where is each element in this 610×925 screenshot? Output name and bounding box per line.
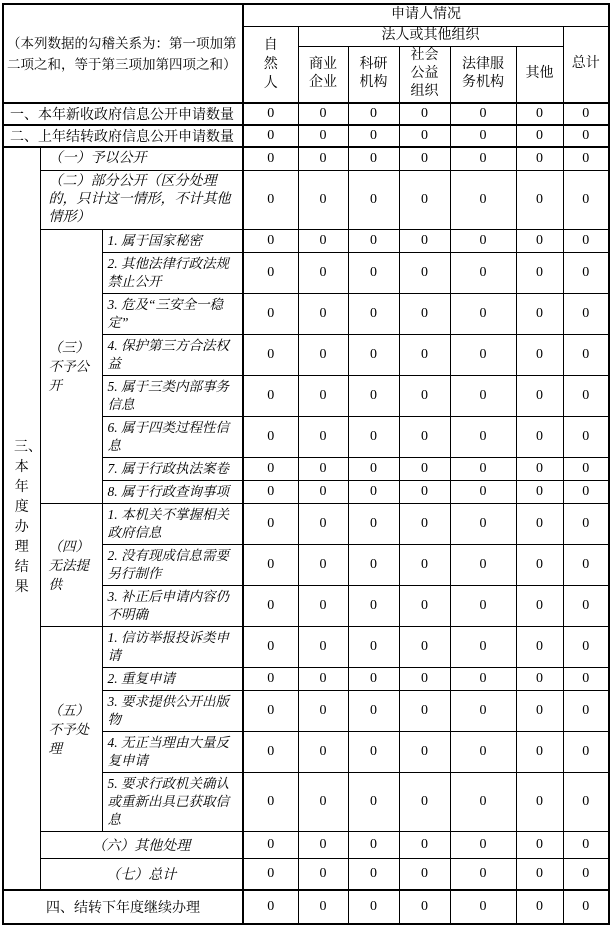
value-cell: 0 <box>298 481 348 504</box>
value-cell: 0 <box>399 376 450 417</box>
value-cell: 0 <box>298 335 348 376</box>
value-cell: 0 <box>243 504 298 545</box>
value-cell: 0 <box>450 545 516 586</box>
value-cell: 0 <box>399 103 450 125</box>
value-cell: 0 <box>563 253 609 294</box>
value-cell: 0 <box>516 481 563 504</box>
value-cell: 0 <box>450 586 516 627</box>
value-cell: 0 <box>516 376 563 417</box>
value-cell: 0 <box>450 732 516 773</box>
value-cell: 0 <box>563 125 609 147</box>
value-cell: 0 <box>348 732 399 773</box>
value-cell: 0 <box>298 253 348 294</box>
value-cell: 0 <box>243 481 298 504</box>
value-cell: 0 <box>450 417 516 458</box>
value-cell: 0 <box>563 691 609 732</box>
value-cell: 0 <box>563 417 609 458</box>
value-cell: 0 <box>450 691 516 732</box>
value-cell: 0 <box>399 627 450 668</box>
value-cell: 0 <box>243 103 298 125</box>
value-cell: 0 <box>243 773 298 832</box>
value-cell: 0 <box>450 171 516 230</box>
value-cell: 0 <box>243 253 298 294</box>
col-header-commercial <box>298 46 348 103</box>
value-cell: 0 <box>563 732 609 773</box>
row-label: （一）予以公开 <box>40 147 243 171</box>
value-cell: 0 <box>348 125 399 147</box>
value-cell: 0 <box>563 504 609 545</box>
group-not-process-label: （五）不予处理 <box>40 627 102 832</box>
value-cell: 0 <box>563 832 609 859</box>
value-cell: 0 <box>348 294 399 335</box>
header-row-1 <box>3 4 609 26</box>
value-cell: 0 <box>516 691 563 732</box>
value-cell: 0 <box>516 732 563 773</box>
value-cell: 0 <box>243 668 298 691</box>
row-label: 1. 信访举报投诉类申请 <box>102 627 243 668</box>
value-cell: 0 <box>298 773 348 832</box>
value-cell: 0 <box>399 171 450 230</box>
value-cell: 0 <box>348 504 399 545</box>
value-cell: 0 <box>450 376 516 417</box>
value-cell: 0 <box>399 832 450 859</box>
value-cell: 0 <box>516 103 563 125</box>
value-cell: 0 <box>243 890 298 924</box>
value-cell: 0 <box>399 504 450 545</box>
value-cell: 0 <box>450 335 516 376</box>
row-label: 一、本年新收政府信息公开申请数量 <box>3 103 243 125</box>
value-cell: 0 <box>563 481 609 504</box>
natural-person-label: 自然人 <box>263 37 278 91</box>
table-row <box>3 504 609 545</box>
value-cell: 0 <box>450 890 516 924</box>
row-label: （七）总计 <box>40 859 243 890</box>
value-cell: 0 <box>298 294 348 335</box>
value-cell: 0 <box>516 417 563 458</box>
row-label: 2. 没有现成信息需要另行制作 <box>102 545 243 586</box>
value-cell: 0 <box>348 253 399 294</box>
table-row <box>3 890 609 924</box>
value-cell: 0 <box>348 773 399 832</box>
value-cell: 0 <box>348 832 399 859</box>
table-row <box>3 103 609 125</box>
table-row <box>3 171 609 230</box>
value-cell: 0 <box>243 732 298 773</box>
group-not-disclose-label: （三）不予公开 <box>40 230 102 504</box>
value-cell: 0 <box>563 458 609 481</box>
row-label: 4. 保护第三方合法权益 <box>102 335 243 376</box>
value-cell: 0 <box>348 545 399 586</box>
row-label: 1. 属于国家秘密 <box>102 230 243 253</box>
value-cell: 0 <box>298 147 348 171</box>
value-cell: 0 <box>348 147 399 171</box>
value-cell: 0 <box>450 294 516 335</box>
value-cell: 0 <box>563 586 609 627</box>
section3-label-cell <box>3 147 43 890</box>
row-label: 4. 无正当理由大量反复申请 <box>102 732 243 773</box>
value-cell: 0 <box>298 691 348 732</box>
value-cell: 0 <box>399 668 450 691</box>
value-cell: 0 <box>399 773 450 832</box>
value-cell: 0 <box>298 458 348 481</box>
value-cell: 0 <box>516 890 563 924</box>
value-cell: 0 <box>348 586 399 627</box>
value-cell: 0 <box>243 586 298 627</box>
value-cell: 0 <box>348 668 399 691</box>
value-cell: 0 <box>516 458 563 481</box>
table-row <box>3 125 609 147</box>
table-row <box>3 627 609 668</box>
value-cell: 0 <box>298 545 348 586</box>
row-label: 7. 属于行政执法案卷 <box>102 458 243 481</box>
value-cell: 0 <box>348 691 399 732</box>
value-cell: 0 <box>516 253 563 294</box>
value-cell: 0 <box>563 230 609 253</box>
value-cell: 0 <box>298 859 348 890</box>
value-cell: 0 <box>450 125 516 147</box>
value-cell: 0 <box>399 417 450 458</box>
value-cell: 0 <box>563 890 609 924</box>
value-cell: 0 <box>399 458 450 481</box>
value-cell: 0 <box>243 691 298 732</box>
value-cell: 0 <box>516 230 563 253</box>
value-cell: 0 <box>348 481 399 504</box>
row-label: 5. 要求行政机关确认或重新出具已获取信息 <box>102 773 243 832</box>
group-unable-provide-label: （四）无法提供 <box>40 504 102 627</box>
value-cell: 0 <box>516 171 563 230</box>
value-cell: 0 <box>516 147 563 171</box>
value-cell: 0 <box>298 668 348 691</box>
value-cell: 0 <box>298 504 348 545</box>
value-cell: 0 <box>399 230 450 253</box>
value-cell: 0 <box>399 890 450 924</box>
row-label: （六）其他处理 <box>40 832 243 859</box>
value-cell: 0 <box>563 773 609 832</box>
value-cell: 0 <box>516 859 563 890</box>
value-cell: 0 <box>399 335 450 376</box>
value-cell: 0 <box>348 335 399 376</box>
header-legal-org-group: 法人或其他组织 <box>298 26 563 46</box>
value-cell: 0 <box>243 859 298 890</box>
col-header-natural-person <box>243 26 298 103</box>
value-cell: 0 <box>298 230 348 253</box>
value-cell: 0 <box>563 171 609 230</box>
row-label: 二、上年结转政府信息公开申请数量 <box>3 125 243 147</box>
value-cell: 0 <box>243 125 298 147</box>
value-cell: 0 <box>450 253 516 294</box>
col-header-other: 其他 <box>516 46 563 103</box>
row-label: 2. 重复申请 <box>102 668 243 691</box>
value-cell: 0 <box>298 732 348 773</box>
value-cell: 0 <box>563 859 609 890</box>
col-header-total: 总计 <box>563 26 609 103</box>
value-cell: 0 <box>348 103 399 125</box>
value-cell: 0 <box>450 103 516 125</box>
value-cell: 0 <box>450 481 516 504</box>
value-cell: 0 <box>516 627 563 668</box>
section3-label: 三、本年度办理结果 <box>14 440 43 596</box>
value-cell: 0 <box>243 376 298 417</box>
value-cell: 0 <box>243 294 298 335</box>
value-cell: 0 <box>348 376 399 417</box>
table-row <box>3 832 609 859</box>
value-cell: 0 <box>298 627 348 668</box>
value-cell: 0 <box>298 832 348 859</box>
value-cell: 0 <box>563 335 609 376</box>
value-cell: 0 <box>563 103 609 125</box>
value-cell: 0 <box>516 668 563 691</box>
value-cell: 0 <box>450 230 516 253</box>
value-cell: 0 <box>399 859 450 890</box>
value-cell: 0 <box>399 586 450 627</box>
row-label: 3. 要求提供公开出版物 <box>102 691 243 732</box>
value-cell: 0 <box>348 230 399 253</box>
note-cell: （本列数据的勾稽关系为：第一项加第二项之和，等于第三项加第四项之和） <box>3 4 243 103</box>
value-cell: 0 <box>563 545 609 586</box>
value-cell: 0 <box>516 294 563 335</box>
value-cell: 0 <box>450 504 516 545</box>
row-label: 3. 补正后申请内容仍不明确 <box>102 586 243 627</box>
table-row <box>3 230 609 253</box>
value-cell: 0 <box>298 586 348 627</box>
value-cell: 0 <box>450 627 516 668</box>
value-cell: 0 <box>563 668 609 691</box>
value-cell: 0 <box>348 458 399 481</box>
value-cell: 0 <box>348 859 399 890</box>
value-cell: 0 <box>450 668 516 691</box>
value-cell: 0 <box>450 147 516 171</box>
value-cell: 0 <box>516 504 563 545</box>
value-cell: 0 <box>298 376 348 417</box>
row-label: 3. 危及“三安全一稳定” <box>102 294 243 335</box>
value-cell: 0 <box>243 417 298 458</box>
value-cell: 0 <box>243 545 298 586</box>
row-label: 1. 本机关不掌握相关政府信息 <box>102 504 243 545</box>
value-cell: 0 <box>563 627 609 668</box>
value-cell: 0 <box>298 171 348 230</box>
value-cell: 0 <box>450 773 516 832</box>
value-cell: 0 <box>399 125 450 147</box>
value-cell: 0 <box>399 253 450 294</box>
value-cell: 0 <box>298 890 348 924</box>
value-cell: 0 <box>243 230 298 253</box>
value-cell: 0 <box>298 125 348 147</box>
table-row <box>3 147 609 171</box>
report-page <box>0 3 610 916</box>
value-cell: 0 <box>243 335 298 376</box>
table-row <box>3 859 609 890</box>
value-cell: 0 <box>516 586 563 627</box>
row-label: 6. 属于四类过程性信息 <box>102 417 243 458</box>
value-cell: 0 <box>450 859 516 890</box>
value-cell: 0 <box>399 732 450 773</box>
row-label: （二）部分公开（区分处理的，只计这一情形，不计其他情形） <box>40 171 243 230</box>
value-cell: 0 <box>243 832 298 859</box>
value-cell: 0 <box>243 458 298 481</box>
value-cell: 0 <box>399 147 450 171</box>
value-cell: 0 <box>399 545 450 586</box>
col-header-legal-service <box>450 46 516 103</box>
value-cell: 0 <box>450 832 516 859</box>
value-cell: 0 <box>563 294 609 335</box>
research-label: 科研机构 <box>359 57 388 91</box>
value-cell: 0 <box>563 147 609 171</box>
value-cell: 0 <box>563 376 609 417</box>
value-cell: 0 <box>348 171 399 230</box>
value-cell: 0 <box>516 335 563 376</box>
value-cell: 0 <box>348 890 399 924</box>
value-cell: 0 <box>348 627 399 668</box>
value-cell: 0 <box>399 294 450 335</box>
value-cell: 0 <box>243 147 298 171</box>
col-header-social-welfare <box>399 46 450 103</box>
value-cell: 0 <box>516 545 563 586</box>
value-cell: 0 <box>516 773 563 832</box>
value-cell: 0 <box>399 691 450 732</box>
commercial-label: 商业企业 <box>308 57 337 91</box>
value-cell: 0 <box>243 171 298 230</box>
header-applicant-group: 申请人情况 <box>243 4 609 26</box>
info-disclosure-table <box>2 3 610 925</box>
value-cell: 0 <box>298 103 348 125</box>
row-label: 四、结转下年度继续办理 <box>3 890 243 924</box>
social-welfare-label: 社会公益组织 <box>410 48 439 100</box>
value-cell: 0 <box>243 627 298 668</box>
row-label: 2. 其他法律行政法规禁止公开 <box>102 253 243 294</box>
value-cell: 0 <box>450 458 516 481</box>
value-cell: 0 <box>399 481 450 504</box>
value-cell: 0 <box>298 417 348 458</box>
value-cell: 0 <box>348 417 399 458</box>
value-cell: 0 <box>516 125 563 147</box>
row-label: 8. 属于行政查询事项 <box>102 481 243 504</box>
row-label: 5. 属于三类内部事务信息 <box>102 376 243 417</box>
col-header-research <box>348 46 399 103</box>
legal-service-label: 法律服务机构 <box>462 57 504 91</box>
value-cell: 0 <box>516 832 563 859</box>
